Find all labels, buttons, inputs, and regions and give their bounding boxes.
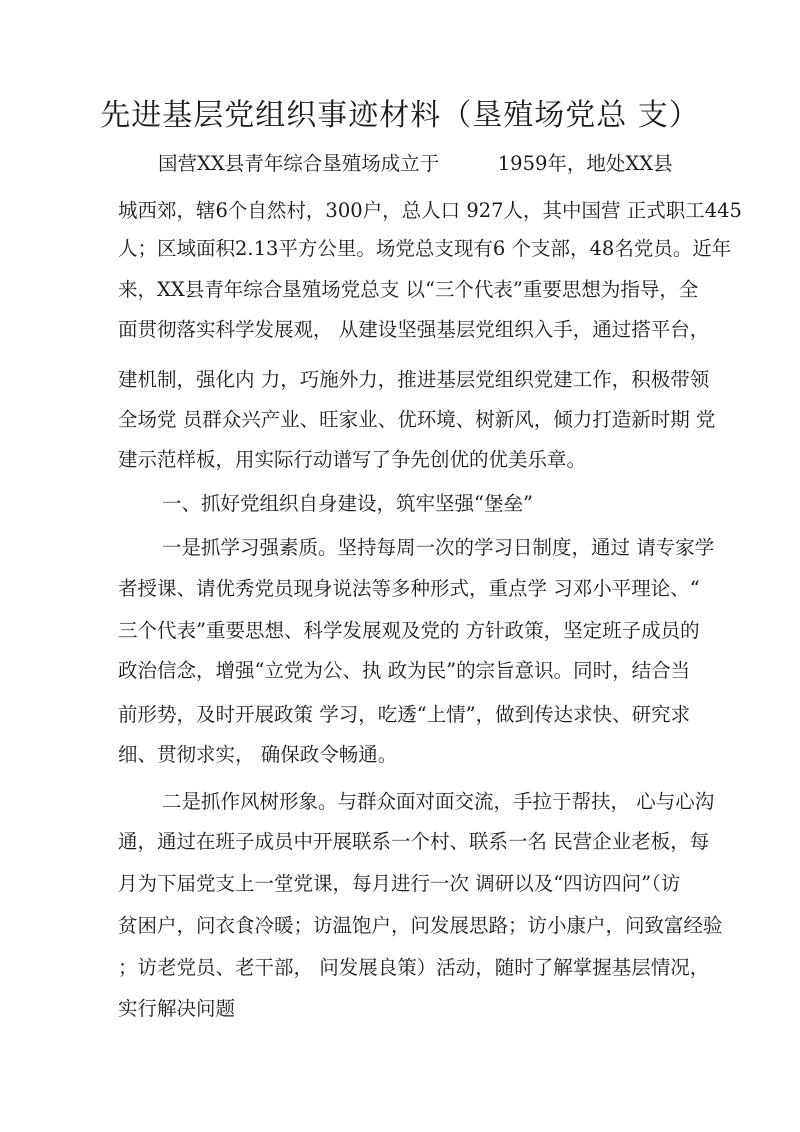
paragraph-line: 建机制，强化内 力，巧施外力，推进基层党组织党建工作，积极带领 [118, 368, 710, 391]
paragraph-line: ；访老党员、老干部， 问发展良策）活动，随时了解掌握基层情况， [118, 956, 710, 979]
paragraph-line: 一是抓学习强素质。坚持每周一次的学习日制度，通过 请专家学 [162, 536, 715, 559]
paragraph-line: 通，通过在班子成员中开展联系一个村、联系一名 民营企业老板，每 [118, 830, 710, 853]
section-heading: 一、抓好党组织自身建设，筑牢坚强“堡垒” [162, 492, 533, 515]
paragraph-line: 城西郊，辖6个自然村，300户，总人口 927人，其中国营 正式职工445 [118, 199, 742, 222]
paragraph-line: 人；区域面积2.13平方公里。场党总支现有6 个支部，48名党员。近年 [118, 237, 732, 260]
paragraph-line: 月为下届党支上一堂党课，每月进行一次 调研以及“四访四问”（访 [118, 872, 681, 895]
paragraph-line: 者授课、请优秀党员现身说法等多种形式，重点学 习邓小平理论、“ [118, 577, 700, 600]
paragraph-line: 细、贯彻求实， 确保政令畅通。 [118, 743, 398, 766]
paragraph-line: 全场党 员群众兴产业、旺家业、优环境、树新风，倾力打造新时期 党 [118, 408, 716, 431]
paragraph-line: 国营XX县青年综合垦殖场成立于 1959年，地处XX县 [158, 152, 673, 175]
document-title: 先进基层党组织事迹材料（垦殖场党总 支） [100, 98, 700, 133]
paragraph-line: 前形势，及时开展政策 学习，吃透“上情”，做到传达求快、研究求 [118, 703, 691, 726]
paragraph-line: 面贯彻落实科学发展观， 从建设坚强基层党组织入手，通过搭平台， [118, 318, 710, 341]
paragraph-line: 政治信念，增强“立党为公、执 政为民”的宗旨意识。同时，结合当 [118, 659, 691, 682]
paragraph-line: 建示范样板，用实际行动谱写了争先创优的优美乐章。 [118, 448, 587, 471]
paragraph-line: 来，XX县青年综合垦殖场党总支 以“三个代表”重要思想为指导，全 [118, 278, 699, 301]
paragraph-line: 贫困户，问衣食冷暖；访温饱户，问发展思路；访小康户，问致富经验 [118, 914, 723, 937]
paragraph-line: 实行解决问题 [118, 997, 236, 1020]
paragraph-line: 二是抓作风树形象。与群众面对面交流，手拉于帮扶， 心与心沟 [162, 790, 715, 813]
paragraph-line: 三个代表”重要思想、科学发展观及党的 方针政策，坚定班子成员的 [118, 619, 700, 642]
